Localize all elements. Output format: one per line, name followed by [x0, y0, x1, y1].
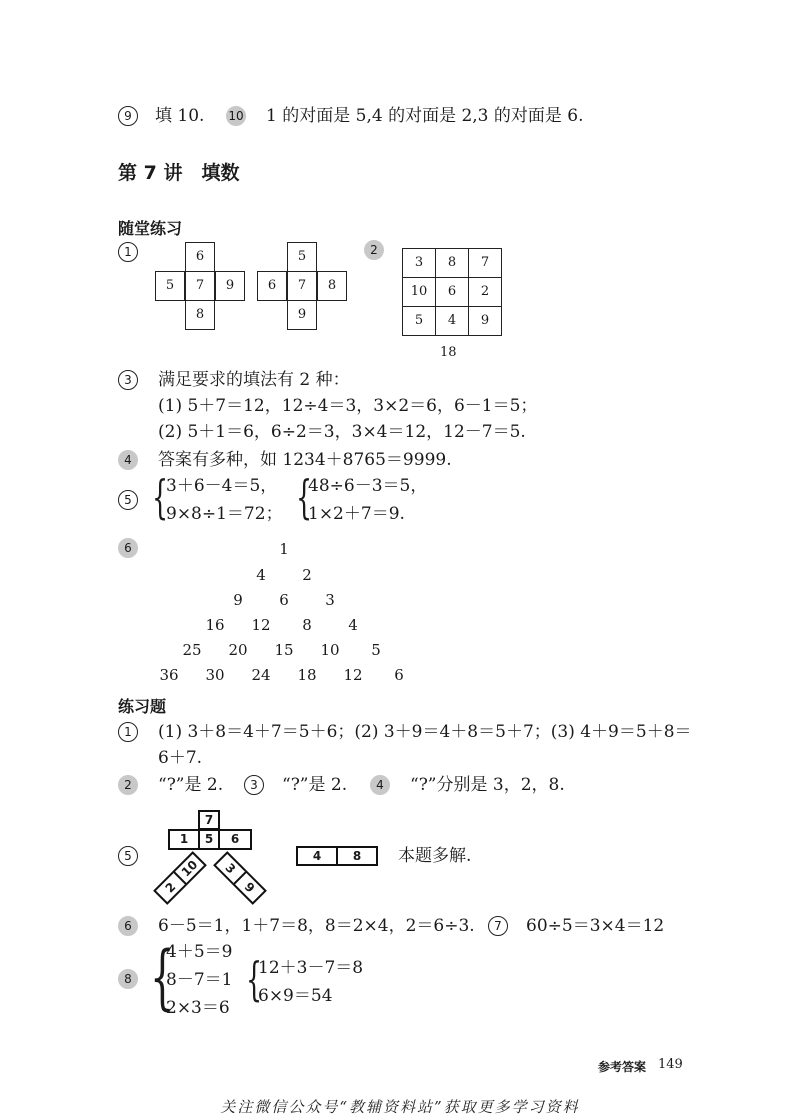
e1-line2: 6＋7. [158, 748, 203, 768]
domino-row-2: 5 [198, 829, 220, 850]
grid-cell: 2 [468, 277, 502, 307]
grid-cell: 6 [435, 277, 469, 307]
brace-symbol: { [152, 470, 169, 524]
domino-left-diagonal [153, 851, 207, 905]
number-badge-e1: 1 [118, 722, 138, 742]
e4-text: “?”分别是 3，2，8. [410, 775, 565, 795]
pyramid-number: 18 [297, 666, 317, 684]
number-badge-10: 10 [226, 106, 246, 126]
e2-text: “?”是 2. [158, 775, 224, 795]
e8-b1: 12＋3－7＝8 [258, 958, 364, 978]
pyramid-number: 1 [279, 540, 289, 558]
pyramid-number: 20 [228, 641, 248, 659]
pyramid-number: 4 [256, 566, 266, 584]
pyramid-number: 3 [325, 591, 335, 609]
number-badge-p6: 6 [118, 538, 138, 558]
pyramid-number: 25 [182, 641, 202, 659]
cross1-right: 9 [215, 271, 245, 301]
pyramid-number: 36 [159, 666, 179, 684]
answer-9-text: 填 10. [155, 106, 205, 126]
brace-symbol: { [150, 936, 175, 1018]
domino-pair-a: 4 [296, 846, 338, 866]
number-badge-e5: 5 [118, 846, 138, 866]
domino-top: 7 [198, 810, 220, 830]
pyramid-number: 4 [348, 616, 358, 634]
cross2-center: 7 [287, 271, 317, 301]
number-badge-p5: 5 [118, 490, 138, 510]
cross1-center: 7 [185, 271, 215, 301]
q4-text: 答案有多种，如 1234＋8765＝9999. [158, 450, 452, 470]
pyramid-number: 2 [302, 566, 312, 584]
domino-right-a: 3 [213, 851, 248, 886]
e1-line1: (1) 3＋8＝4＋7＝5＋6；(2) 3＋9＝4＋8＝5＋7；(3) 4＋9＝5＋8＝ [158, 722, 692, 742]
grid-cell: 3 [402, 248, 436, 278]
pyramid-number: 10 [320, 641, 340, 659]
q5-a1: 3＋6－4＝5， [166, 476, 278, 496]
cross2-left: 6 [257, 271, 287, 301]
e5-note: 本题多解. [398, 846, 472, 866]
pyramid-number: 6 [394, 666, 404, 684]
grid-cell: 5 [402, 306, 436, 336]
domino-right-diagonal [213, 851, 267, 905]
number-badge-e4: 4 [370, 775, 390, 795]
number-badge-e2: 2 [118, 775, 138, 795]
domino-pair-b: 8 [336, 846, 378, 866]
domino-row-3: 6 [218, 829, 252, 850]
pyramid-number: 15 [274, 641, 294, 659]
domino-right-b: 9 [232, 870, 267, 905]
e8-a2: 8－7＝1 [166, 970, 233, 990]
number-badge-e6: 6 [118, 916, 138, 936]
pyramid-number: 12 [343, 666, 363, 684]
cross2-bottom: 9 [287, 300, 317, 330]
footer-watermark: 关注微信公众号“教辅资料站”获取更多学习资料 [220, 1098, 580, 1116]
exercise-heading: 练习题 [118, 697, 167, 716]
pyramid-number: 8 [302, 616, 312, 634]
cross2-right: 8 [317, 271, 347, 301]
q5-b2: 1×2＋7＝9. [308, 504, 405, 524]
number-badge-e3: 3 [244, 775, 264, 795]
e8-a1: 4＋5＝9 [166, 942, 233, 962]
pyramid-number: 24 [251, 666, 271, 684]
domino-left-a: 2 [153, 870, 188, 905]
grid-cell: 7 [468, 248, 502, 278]
grid-caption: 18 [440, 345, 457, 360]
number-badge-p3: 3 [118, 370, 138, 390]
e7-text: 60÷5＝3×4＝12 [526, 916, 665, 936]
domino-left-b: 10 [172, 851, 207, 886]
pyramid-number: 16 [205, 616, 225, 634]
brace-symbol: { [246, 952, 263, 1006]
cross2-top: 5 [287, 242, 317, 272]
q3-intro: 满足要求的填法有 2 种： [158, 370, 350, 390]
grid-cell: 10 [402, 277, 436, 307]
number-badge-9: 9 [118, 106, 138, 126]
pyramid-number: 30 [205, 666, 225, 684]
cross1-bottom: 8 [185, 300, 215, 330]
cross1-left: 5 [155, 271, 185, 301]
brace-symbol: { [296, 470, 313, 524]
q5-b1: 48÷6－3＝5， [308, 476, 428, 496]
pyramid-number: 6 [279, 591, 289, 609]
footer-section-label: 参考答案 [598, 1060, 647, 1074]
practice-heading: 随堂练习 [118, 219, 183, 238]
q3-line2: (2) 5＋1＝6，6÷2＝3，3×4＝12，12－7＝5. [158, 422, 526, 442]
number-badge-p1: 1 [118, 242, 138, 262]
pyramid-number: 9 [233, 591, 243, 609]
q5-a2: 9×8÷1＝72； [166, 504, 283, 524]
pyramid-number: 5 [371, 641, 381, 659]
cross1-top: 6 [185, 242, 215, 272]
q3-line1: (1) 5＋7＝12，12÷4＝3，3×2＝6，6－1＝5； [158, 396, 538, 416]
page-number: 149 [658, 1057, 683, 1072]
domino-row-1: 1 [168, 829, 200, 850]
pyramid-number: 12 [251, 616, 271, 634]
number-badge-e7: 7 [488, 916, 508, 936]
grid-cell: 9 [468, 306, 502, 336]
lesson-title: 第 7 讲 填数 [118, 162, 240, 184]
e8-a3: 2×3＝6 [166, 998, 230, 1018]
number-badge-p2: 2 [364, 240, 384, 260]
e3-text: “?”是 2. [282, 775, 348, 795]
number-badge-e8: 8 [118, 969, 138, 989]
grid-cell: 4 [435, 306, 469, 336]
grid-cell: 8 [435, 248, 469, 278]
number-badge-p4: 4 [118, 450, 138, 470]
answer-10-text: 1 的对面是 5,4 的对面是 2,3 的对面是 6. [266, 106, 584, 126]
e6-text: 6－5＝1，1＋7＝8，8＝2×4，2＝6÷3. [158, 916, 475, 936]
e8-b2: 6×9＝54 [258, 986, 333, 1006]
